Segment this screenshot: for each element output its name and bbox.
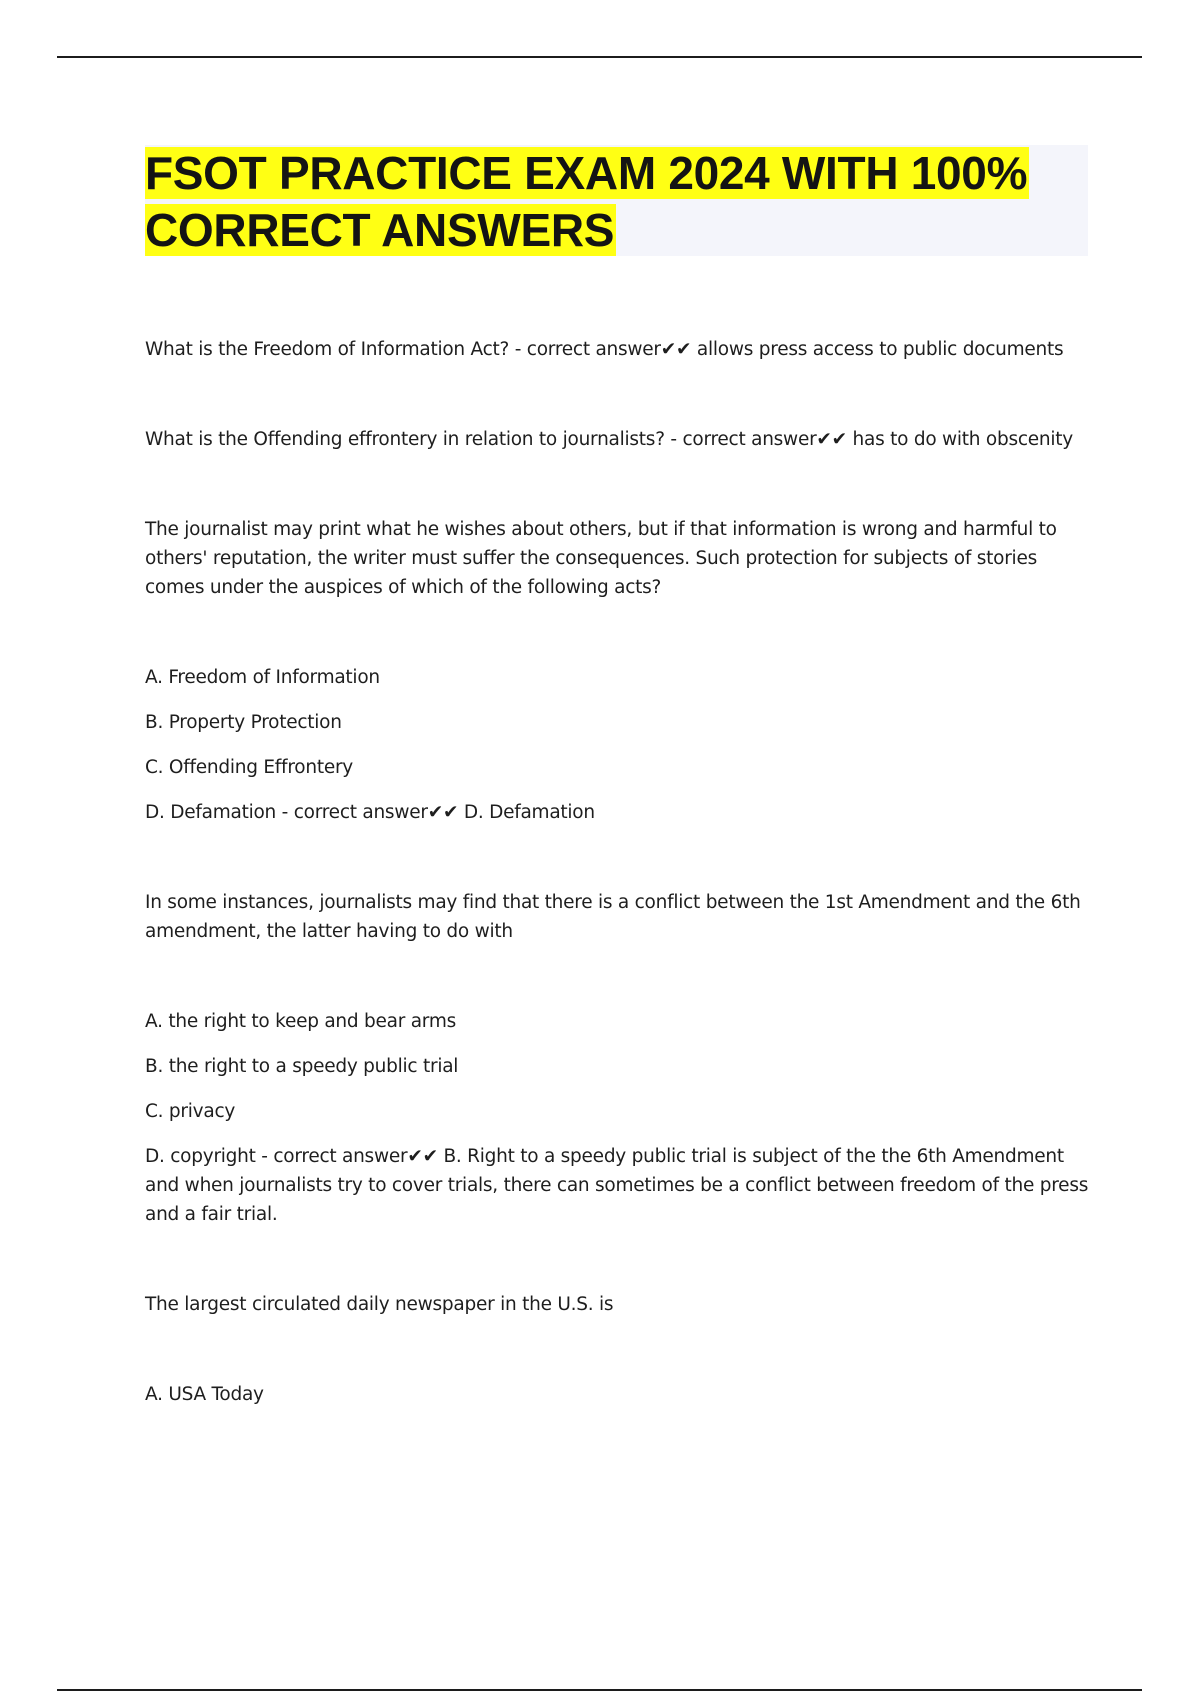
document-title [145,145,1088,259]
answer-option: D. Defamation - correct answer✔✔ D. Defamation [145,802,595,823]
question-text: The journalist may print what he wishes about others, but if that information is wrong and harmful to others' reputation, the writer must suffer the consequences. Such protection for subjects of stories comes under the auspices of which of the following acts? [145,519,1057,598]
header-rule [57,56,1142,58]
footer-rule [57,1689,1142,1691]
question-text: What is the Freedom of Information Act? - correct answer✔✔ allows press access to public documents [145,339,1064,360]
answer-option: B. Property Protection [145,712,342,733]
document-body [145,145,1090,1409]
answer-option: D. copyright - correct answer✔✔ B. Right to a speedy public trial is subject of the the 6th Amendment and when journalists try to cover trials, there can sometimes be a conflict between freedom of the press and a fair trial. [145,1146,1089,1225]
answer-option: C. Offending Effrontery [145,757,354,778]
title-block [145,145,1088,256]
answer-option: A. Freedom of Information [145,667,380,688]
question-text: In some instances, journalists may find that there is a conflict between the 1st Amendment and the 6th amendment, the latter having to do with [145,892,1081,942]
answer-option: A. USA Today [145,1384,264,1405]
question-text: What is the Offending effrontery in relation to journalists? - correct answer✔✔ has to do with obscenity [145,429,1073,450]
answer-option: A. the right to keep and bear arms [145,1011,456,1032]
document-title-text: FSOT PRACTICE EXAM 2024 WITH 100% CORRECT ANSWERS [145,147,1028,256]
answer-option: B. the right to a speedy public trial [145,1056,459,1077]
question-text: The largest circulated daily newspaper in the U.S. is [145,1294,614,1315]
answer-option: C. privacy [145,1101,236,1122]
